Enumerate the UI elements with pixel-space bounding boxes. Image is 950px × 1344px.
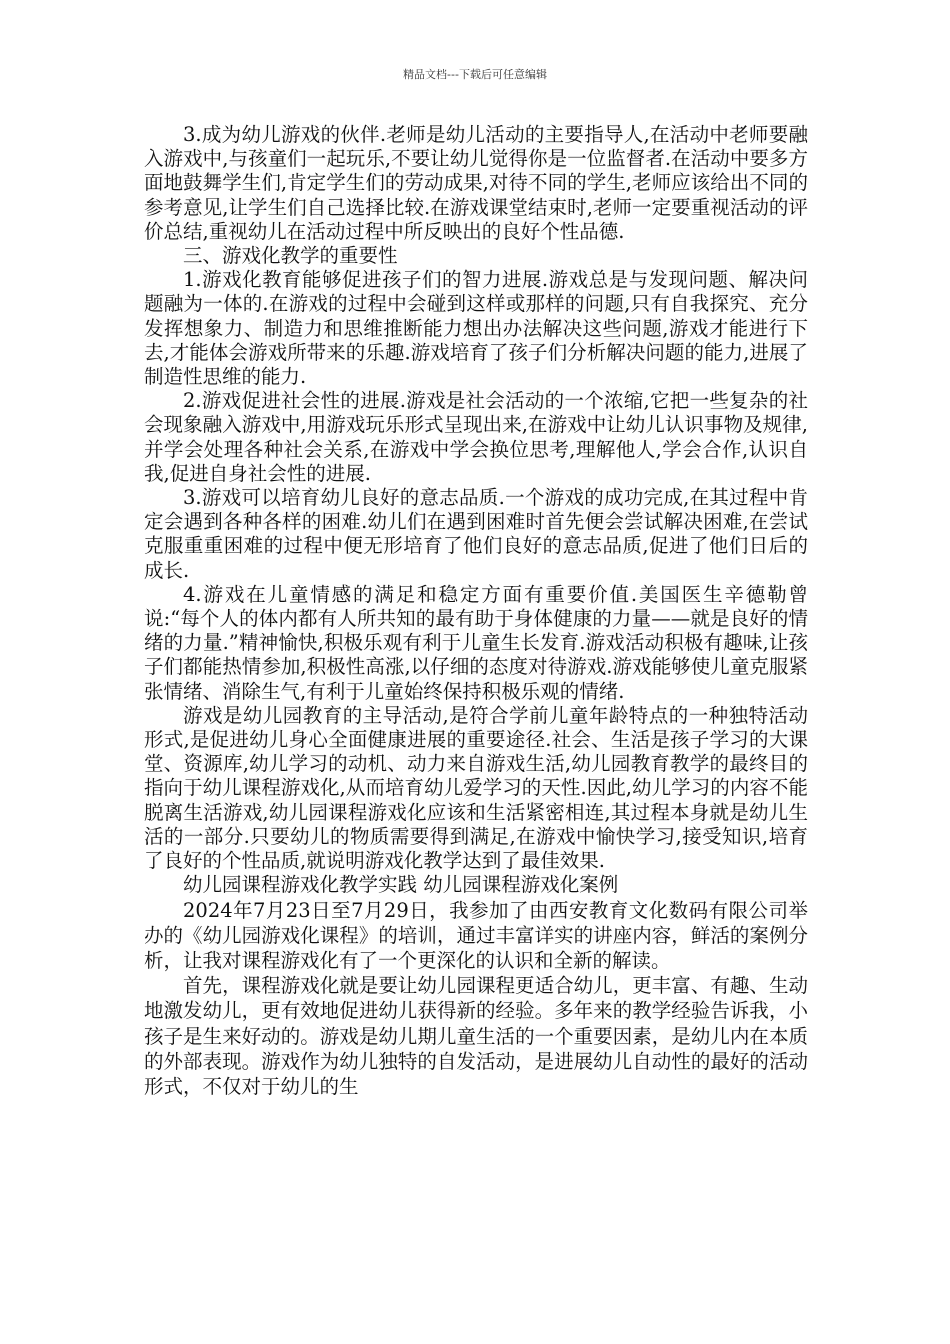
article-title: 幼儿园课程游戏化教学实践 幼儿园课程游戏化案例 (183, 873, 619, 897)
paragraph: 首先，课程游戏化就是要让幼儿园课程更适合幼儿，更丰富、有趣、生动地激发幼儿，更有效地促进幼儿获得新的经验。多年来的教学经验告诉我，小孩子是生来好动的。游戏是幼儿期儿童生活的一个重要因素，是幼儿内在本质的外部表现。游戏作为幼儿独特的自发活动，是进展幼儿自动性的最好的活动形式，不仅对于幼儿的生 (144, 974, 808, 1098)
paragraph: 2024年7月23日至7月29日，我参加了由西安教育文化数码有限公司举办的《幼儿园游戏化课程》的培训，通过丰富详实的讲座内容，鲜活的案例分析，让我对课程游戏化有了一个更深化的认识和全新的解读。 (144, 898, 808, 972)
paragraph: 1.游戏化教育能够促进孩子们的智力进展.游戏总是与发现问题、解决问题融为一体的.在游戏的过程中会碰到这样或那样的问题,只有自我探究、充分发挥想象力、制造力和思维推断能力想出办法解决这些问题,游戏才能进行下去,才能体会游戏所带来的乐趣.游戏培育了孩子们分析解决问题的能力,进展了制造性思维的能力. (144, 268, 808, 389)
document-body (144, 123, 808, 1099)
paragraph: 3.成为幼儿游戏的伙伴.老师是幼儿活动的主要指导人,在活动中老师要融入游戏中,与孩童们一起玩乐,不要让幼儿觉得你是一位监督者.在活动中要多方面地鼓舞学生们,肯定学生们的劳动成果,对待不同的学生,老师应该给出不同的参考意见,让学生们自己选择比较.在游戏课堂结束时,老师一定要重视活动的评价总结,重视幼儿在活动过程中所反映出的良好个性品德. (144, 123, 808, 243)
page-header: 精品文档---下载后可任意编辑 (403, 68, 547, 81)
paragraph: 4.游戏在儿童情感的满足和稳定方面有重要价值.美国医生辛德勒曾说:“每个人的体内都有人所共知的最有助于身体健康的力量——就是良好的情绪的力量.”精神愉快,积极乐观有利于儿童生长发育.游戏活动积极有趣味,让孩子们都能热情参加,积极性高涨,以仔细的态度对待游戏.游戏能够使儿童克服紧张情绪、消除生气,有利于儿童始终保持积极乐观的情绪. (144, 582, 808, 703)
section-heading: 三、游戏化教学的重要性 (183, 244, 398, 268)
paragraph: 2.游戏促进社会性的进展.游戏是社会活动的一个浓缩,它把一些复杂的社会现象融入游戏中,用游戏玩乐形式呈现出来,在游戏中让幼儿认识事物及规律,并学会处理各种社会关系,在游戏中学会换位思考,理解他人,学会合作,认识自我,促进自身社会性的进展. (144, 389, 808, 485)
paragraph: 游戏是幼儿园教育的主导活动,是符合学前儿童年龄特点的一种独特活动形式,是促进幼儿身心全面健康进展的重要途径.社会、生活是孩子学习的大课堂、资源库,幼儿学习的动机、动力来自游戏生活,幼儿园教育教学的最终目的指向于幼儿课程游戏化,从而培育幼儿爱学习的天性.因此,幼儿学习的内容不能脱离生活游戏,幼儿园课程游戏化应该和生活紧密相连,其过程本身就是幼儿生活的一部分.只要幼儿的物质需要得到满足,在游戏中愉快学习,接受知识,培育了良好的个性品质,就说明游戏化教学达到了最佳效果. (144, 703, 808, 873)
paragraph: 3.游戏可以培育幼儿良好的意志品质.一个游戏的成功完成,在其过程中肯定会遇到各种各样的困难.幼儿们在遇到困难时首先便会尝试解决困难,在尝试克服重重困难的过程中便无形培育了他们良好的意志品质,促进了他们日后的成长. (144, 486, 808, 582)
